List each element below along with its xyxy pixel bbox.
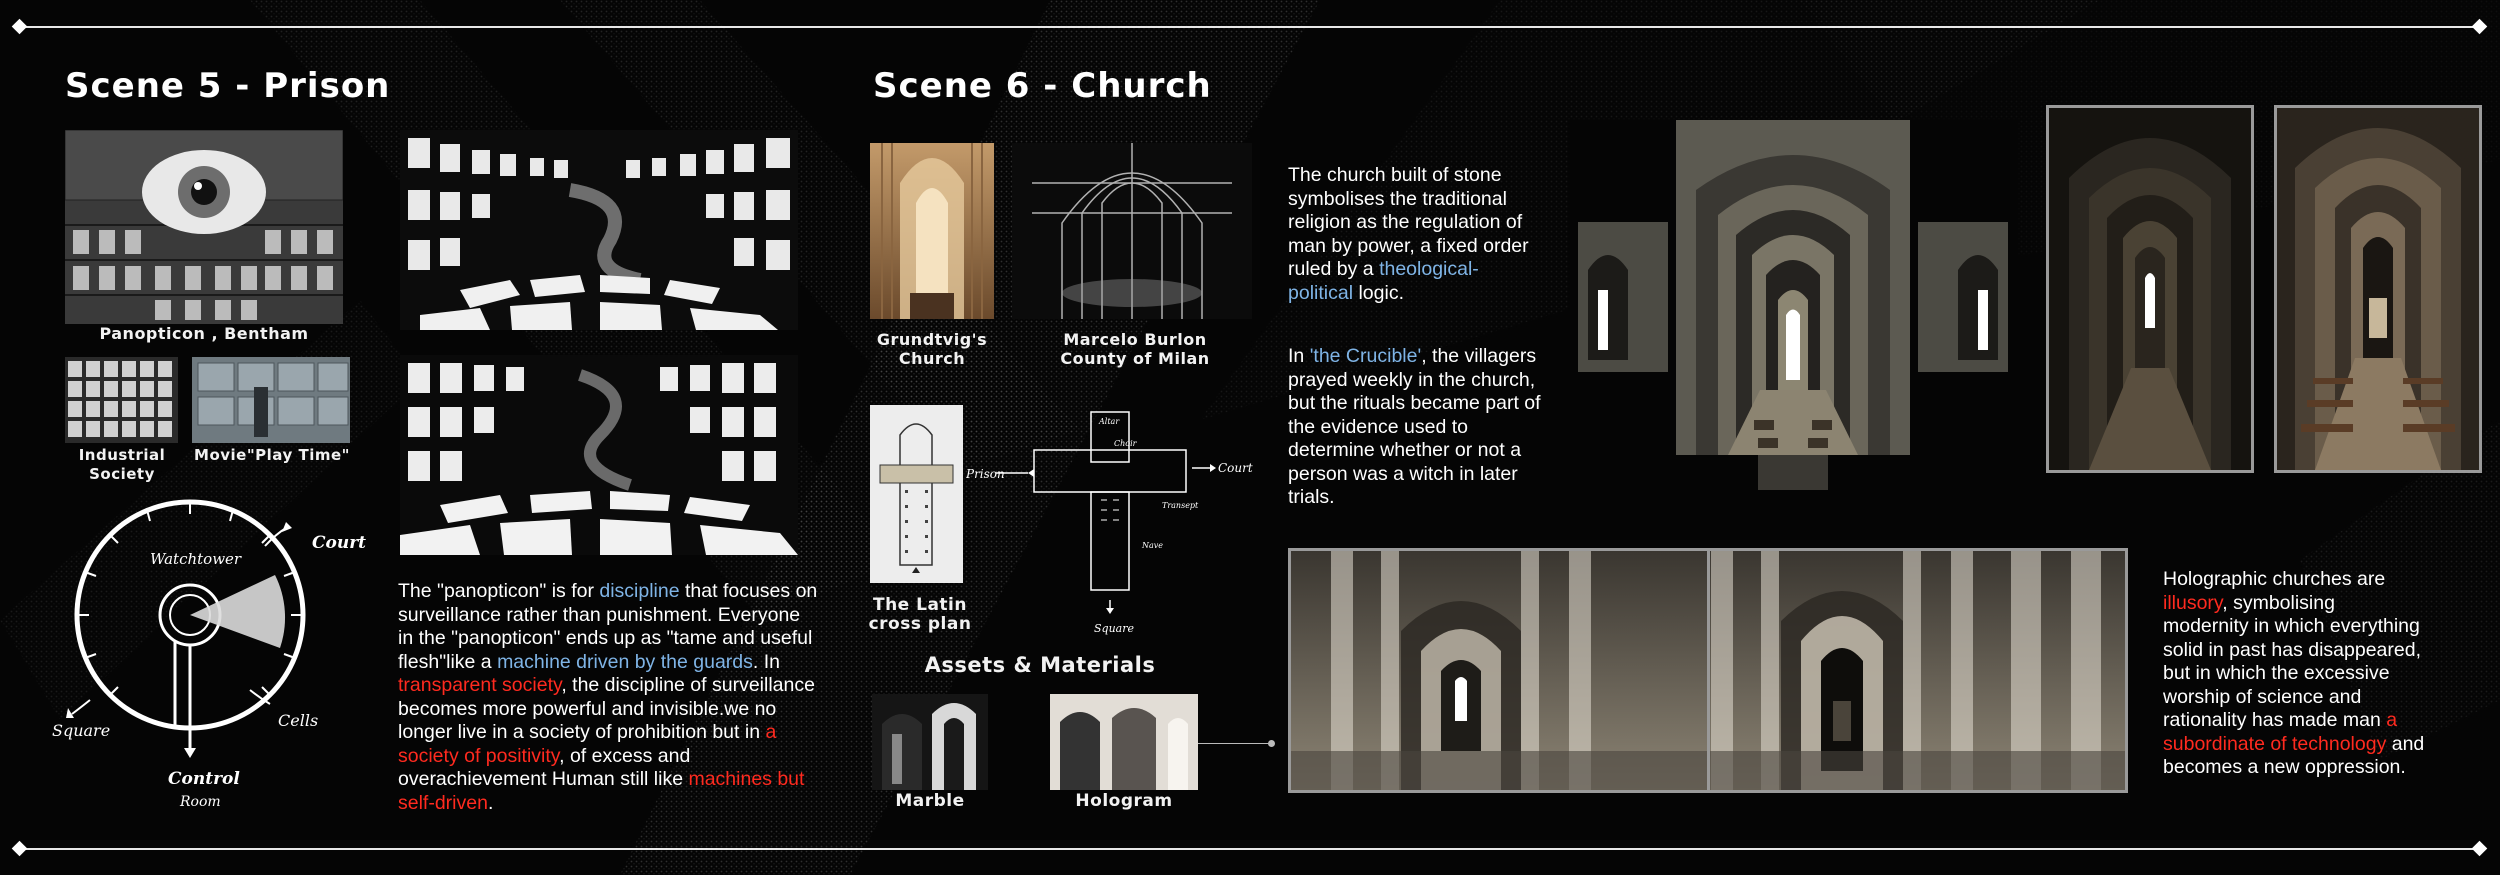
scene5-text-2: discipline <box>599 580 680 602</box>
scene5-text-4: machine driven by the guards <box>497 650 753 673</box>
holographic-paragraph <box>2163 568 2425 780</box>
marcelo-caption: Marcelo Burlon County of Milan <box>1060 330 1210 368</box>
holo-text-4: a subordinate of technology <box>2163 709 2398 755</box>
church-cross-diagram <box>966 400 1266 640</box>
scene5-title: Scene 5 - Prison <box>65 66 391 106</box>
scene5-text-1: The "panopticon" is for <box>398 580 600 602</box>
industrial-society-image <box>65 357 178 443</box>
stone-church-render <box>1568 120 2018 490</box>
playtime-image <box>192 357 350 443</box>
panopticon-image <box>65 130 343 324</box>
connector-dot <box>1268 740 1275 747</box>
playtime-caption: Movie"Play Time" <box>194 446 350 464</box>
hologram-sample-image <box>1050 694 1198 790</box>
scene5-text-6: transparent society <box>398 674 562 696</box>
room-label: Room <box>180 794 221 810</box>
square-plan-label: Square <box>1094 622 1134 635</box>
hologram-caption: Hologram <box>1075 791 1173 811</box>
hologram-church-render <box>1288 548 2128 793</box>
scene5-text-5: . In <box>752 650 780 673</box>
scene5-text-8: a society of positivity <box>398 721 777 767</box>
court-plan-label: Court <box>1218 461 1253 475</box>
crucible-paragraph <box>1288 345 1546 510</box>
church-text-1: The church built of stone symbolises the traditional religion as the regulation of man by power, a fixed order ruled by a <box>1288 164 1529 280</box>
watchtower-label: Watchtower <box>150 550 242 568</box>
panopticon-caption: Panopticon , Bentham <box>99 324 309 343</box>
square-label: Square <box>52 721 111 740</box>
holo-text-2: illusory <box>2163 591 2223 614</box>
scene5-text-7: , the discipline of surveillance becomes more powerful and invisible.we no longer live in a society of prohibition but in <box>398 674 815 743</box>
latin-cross-caption: The Latin cross plan <box>868 595 972 634</box>
scene6-title: Scene 6 - Church <box>873 66 1212 106</box>
crucible-text-1: In <box>1288 345 1310 367</box>
grundtvig-church-image <box>870 143 994 319</box>
altar-label: Altar <box>1099 417 1120 426</box>
scene5-text-9: , of excess and overachievement Human still like <box>398 744 691 790</box>
corridor-render-right <box>2274 105 2482 473</box>
crucible-text-3: , the villagers prayed weekly in the church, but the rituals became part of the evidence used to determine whether or not a person was a witch in later trials. <box>1288 345 1541 508</box>
church-text-2: theological-political <box>1288 258 1479 304</box>
corridor-render-left <box>2046 105 2254 473</box>
panopticon-plan-diagram <box>50 490 370 820</box>
holo-text-3: , symbolising modernity in which everything solid in past has disappeared, but in which the excessive worship of science and rationality has made man <box>2163 591 2422 731</box>
scene5-text-11: . <box>487 791 494 814</box>
church-text-3: logic. <box>1353 281 1404 304</box>
cells-label: Cells <box>278 711 319 730</box>
nave-label: Nave <box>1142 541 1164 550</box>
transept-label: Transept <box>1162 501 1199 510</box>
marble-caption: Marble <box>895 791 965 811</box>
control-label: Control <box>168 769 240 789</box>
court-label: Court <box>312 533 367 553</box>
industrial-society-caption: Industrial Society <box>78 446 166 483</box>
crucible-text-2: 'the Crucible' <box>1309 345 1422 367</box>
holo-text-5: and becomes a new oppression. <box>2163 732 2425 778</box>
prison-render-bottom <box>400 355 798 555</box>
connector-line <box>1198 743 1270 744</box>
grundtvig-caption: Grundtvig's Church <box>876 330 988 368</box>
top-rule <box>18 26 2482 28</box>
prison-label: Prison <box>966 467 1005 481</box>
church-stone-paragraph <box>1288 164 1533 305</box>
assets-materials-heading: Assets & Materials <box>924 653 1156 677</box>
scene5-text-10: machines but self-driven <box>398 768 805 814</box>
marcelo-burlon-image <box>1012 143 1252 319</box>
marble-sample-image <box>872 694 988 790</box>
scene5-text-3: that focuses on surveillance rather than punishment. Everyone in the "panopticon" ends up as "tame and useful flesh"like a <box>398 580 818 673</box>
prison-render-top <box>400 130 798 330</box>
holo-text-1: Holographic churches are <box>2163 568 2386 590</box>
choir-label: Choir <box>1114 439 1137 448</box>
scene5-paragraph <box>398 580 818 815</box>
latin-cross-plan-image <box>870 405 963 583</box>
bottom-rule <box>18 848 2482 850</box>
